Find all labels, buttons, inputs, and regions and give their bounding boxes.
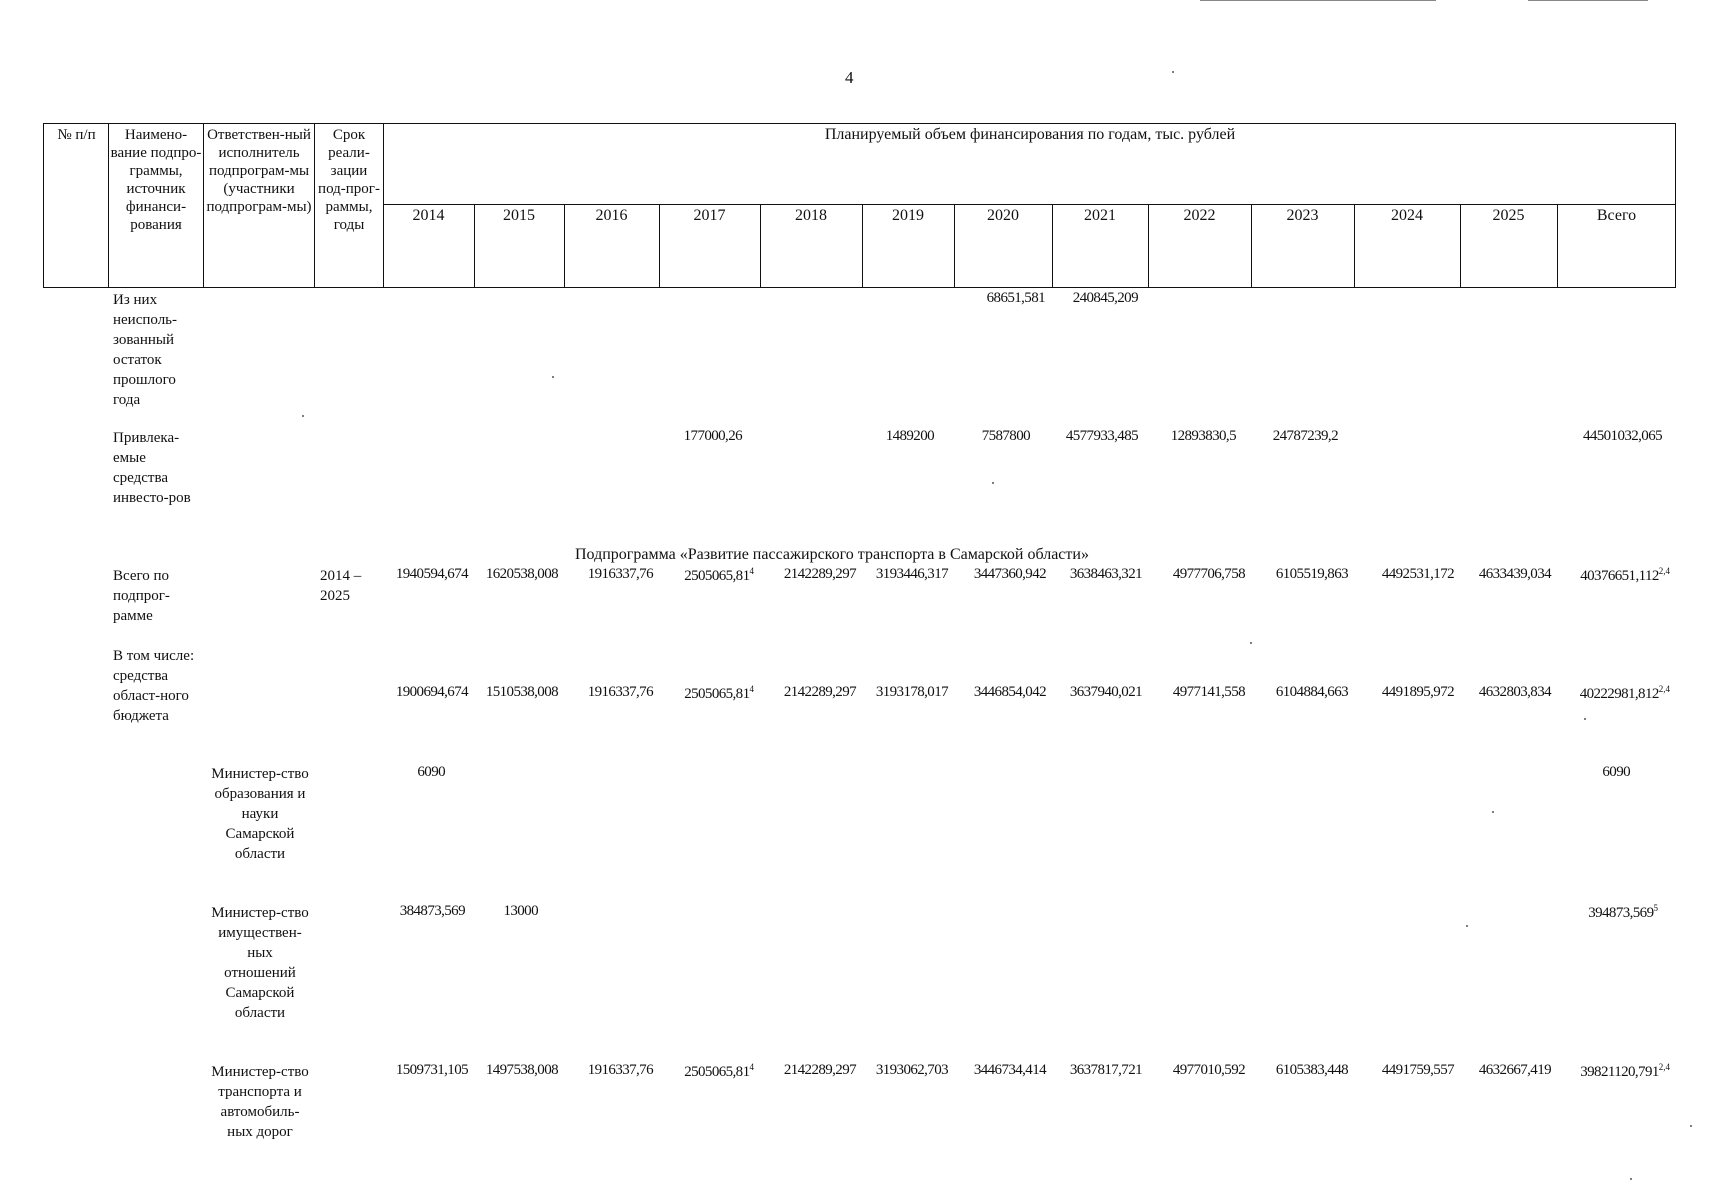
cell-total-sub-2019: 3193446,317 (875, 566, 948, 582)
scan-speck (552, 376, 554, 378)
cell-investors-total: 44501032,065 (1582, 428, 1662, 444)
cell-investors-2020: 7587800 (981, 428, 1030, 444)
cell-investors-2019: 1489200 (885, 428, 934, 444)
page-number: 4 (845, 68, 854, 87)
row-label-regional-budget: В том числе: средства област-ного бюджета (113, 648, 195, 724)
cell-total-sub-2017: 2505065,81$^4$ (684, 566, 754, 584)
cell-regional-2024: 4491895,972 (1381, 684, 1454, 700)
cell-min-trans-2014: 1509731,105 (395, 1062, 468, 1078)
cell-regional-total: 40222981,812$^{2,4}$ (1579, 684, 1670, 702)
scan-speck (302, 415, 304, 417)
cell-regional-2015: 1510538,008 (485, 684, 558, 700)
cell-total-sub-2018: 2142289,297 (783, 566, 856, 582)
cell-min-trans-2018: 2142289,297 (783, 1062, 856, 1078)
cell-min-trans-2022: 4977010,592 (1172, 1062, 1245, 1078)
header-year-2024: 2024 (1391, 207, 1423, 224)
scan-speck (992, 482, 994, 484)
header-col-name: Наимено-вание подпро-граммы, источник финанси-рования (110, 127, 202, 233)
org-ministry-property: Министер-ство имуществен-ных отношений Самарской области (211, 905, 309, 1021)
cell-total-sub-2024: 4492531,172 (1381, 566, 1454, 582)
cell-total-sub-2015: 1620538,008 (485, 566, 558, 582)
cell-min-trans-2020: 3446734,414 (973, 1062, 1046, 1078)
header-col-number: № п/п (57, 127, 96, 143)
column-divider (383, 123, 384, 288)
scan-speck (1492, 811, 1494, 813)
cell-total-sub-2023: 6105519,863 (1275, 566, 1348, 582)
cell-total-sub-2025: 4633439,034 (1478, 566, 1551, 582)
cell-min-trans-2017: 2505065,81$^4$ (684, 1062, 754, 1080)
header-col-responsible: Ответствен-ный исполнитель подпрограм-мы (участники подпрограм-мы) (206, 127, 312, 215)
cell-min-trans-2025: 4632667,419 (1478, 1062, 1551, 1078)
cell-min-prop-2015: 13000 (503, 903, 538, 919)
header-year-2016: 2016 (595, 207, 628, 224)
header-year-2014: 2014 (412, 207, 445, 224)
header-year-2025: 2025 (1492, 207, 1525, 224)
cell-regional-2014: 1900694,674 (395, 684, 468, 700)
cell-min-trans-total: 39821120,791$^{2,4}$ (1580, 1062, 1670, 1080)
cell-total-sub-2020: 3447360,942 (973, 566, 1046, 582)
cell-total-sub-2022: 4977706,758 (1172, 566, 1245, 582)
cell-min-prop-2014: 384873,569 (399, 903, 465, 919)
column-divider (314, 123, 315, 288)
cell-regional-2017: 2505065,81$^4$ (684, 684, 754, 702)
scan-speck (1466, 925, 1468, 927)
org-ministry-education: Министер-ство образования и науки Самарской области (211, 766, 309, 862)
cell-regional-2019: 3193178,017 (875, 684, 948, 700)
cell-min-trans-2021: 3637817,721 (1069, 1062, 1142, 1078)
cell-unused-2020: 68651,581 (986, 290, 1045, 306)
cell-total-sub-2014: 1940594,674 (395, 566, 468, 582)
scan-line (1200, 0, 1436, 1)
cell-total-sub-total: 40376651,112$^{2,4}$ (1580, 566, 1670, 584)
header-year-total: Всего (1596, 207, 1637, 224)
column-divider (203, 123, 204, 288)
cell-investors-2021: 4577933,485 (1065, 428, 1138, 444)
header-year-2015: 2015 (503, 207, 535, 224)
cell-min-trans-2015: 1497538,008 (485, 1062, 558, 1078)
header-col-term: Срок реали-зации под-прог-раммы, годы (318, 127, 380, 233)
org-ministry-transport: Министер-ство транспорта и автомобиль-ных дорог (211, 1064, 309, 1140)
cell-min-trans-2023: 6105383,448 (1275, 1062, 1348, 1078)
cell-total-sub-2021: 3638463,321 (1069, 566, 1142, 582)
cell-min-trans-2016: 1916337,76 (587, 1062, 653, 1078)
cell-min-edu-total: 6090 (1602, 764, 1630, 780)
cell-min-edu-2014: 6090 (417, 764, 445, 780)
header-year-2023: 2023 (1286, 207, 1319, 224)
scan-line (1528, 0, 1648, 1)
header-year-2022: 2022 (1183, 207, 1216, 224)
cell-investors-2022: 12893830,5 (1170, 428, 1236, 444)
cell-total-term: 2014 – 2025 (320, 568, 362, 604)
header-year-2018: 2018 (795, 207, 827, 224)
cell-regional-2018: 2142289,297 (783, 684, 856, 700)
scan-speck (1584, 718, 1586, 720)
header-year-2017: 2017 (693, 207, 726, 224)
cell-regional-2021: 3637940,021 (1069, 684, 1142, 700)
header-year-2021: 2021 (1084, 207, 1116, 224)
cell-investors-2023: 24787239,2 (1272, 428, 1338, 444)
row-label-unused-remainder: Из них неисполь-зованный остаток прошлого года (113, 292, 178, 408)
header-year-2020: 2020 (987, 207, 1019, 224)
cell-regional-2025: 4632803,834 (1478, 684, 1551, 700)
header-year-2019: 2019 (892, 207, 924, 224)
cell-unused-2021: 240845,209 (1072, 290, 1138, 306)
scan-speck (1172, 71, 1174, 73)
row-label-investors: Привлека-емые средства инвесто-ров (113, 430, 191, 506)
cell-regional-2023: 6104884,663 (1275, 684, 1348, 700)
cell-regional-2020: 3446854,042 (973, 684, 1046, 700)
row-label-total-subprogram: Всего по подпрог-рамме (113, 568, 170, 624)
scan-speck (1250, 642, 1252, 644)
scan-speck (1690, 1125, 1692, 1127)
cell-min-prop-total: 394873,569$^5$ (1588, 903, 1658, 921)
header-col-planned-financing: Планируемый объем финансирования по годам, тыс. рублей (824, 126, 1236, 143)
cell-total-sub-2016: 1916337,76 (587, 566, 653, 582)
cell-min-trans-2024: 4491759,557 (1381, 1062, 1454, 1078)
column-divider (108, 123, 109, 288)
scan-speck (1630, 1178, 1632, 1180)
subprogram-title: Подпрограмма «Развитие пассажирского транспорта в Самарской области» (575, 546, 1089, 563)
cell-regional-2016: 1916337,76 (587, 684, 653, 700)
cell-investors-2017: 177000,26 (683, 428, 742, 444)
header-row-divider (383, 204, 1676, 205)
cell-min-trans-2019: 3193062,703 (875, 1062, 948, 1078)
cell-regional-2022: 4977141,558 (1172, 684, 1245, 700)
